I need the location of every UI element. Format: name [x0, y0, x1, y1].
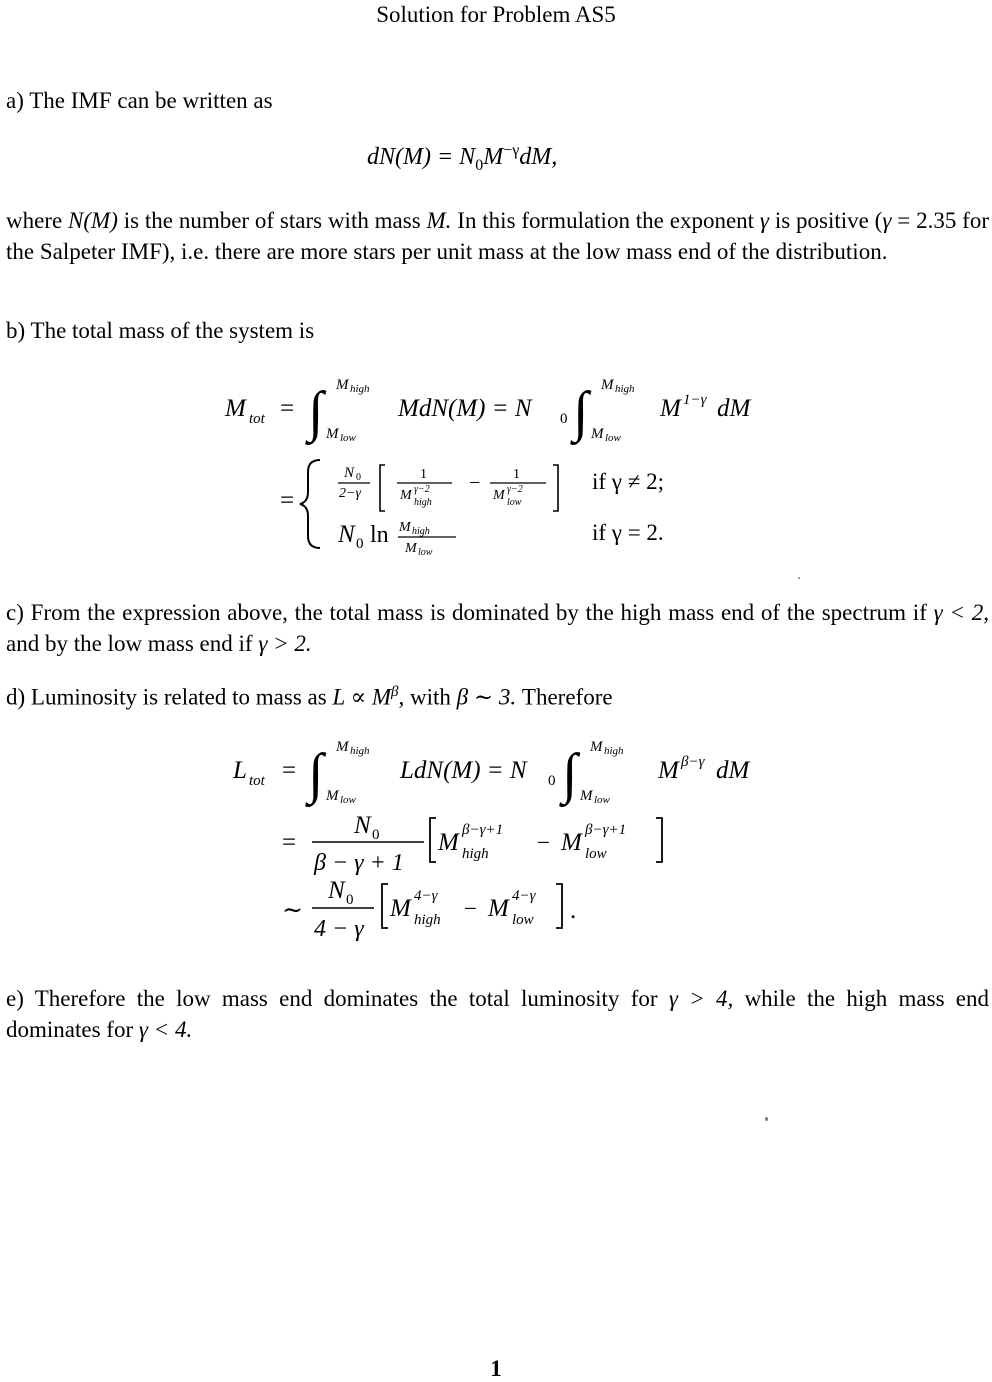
- lower-limit-3: M: [326, 788, 339, 804]
- upper-limit-3: M: [336, 739, 349, 755]
- case1-left-bracket: [380, 465, 385, 511]
- part-e-cond-2: γ < 4.: [138, 1016, 193, 1042]
- integrand-4-exp: β−γ: [681, 754, 705, 770]
- part-a-gamma: γ: [759, 208, 769, 233]
- lower-limit-3-sub: low: [340, 794, 356, 806]
- part-d-relation-exp: β: [391, 684, 399, 700]
- case2-num-sub: high: [412, 526, 430, 537]
- part-e-text-2: while the high mass end dominates for: [6, 986, 990, 1042]
- case1-frac2-exp: γ−2: [507, 484, 523, 495]
- part-a-intro-text: The IMF can be written as: [29, 88, 273, 113]
- case1-num-sub: 0: [356, 472, 361, 483]
- line2-m-high-exp: β−γ+1: [462, 822, 504, 838]
- part-d-intro: [6, 677, 989, 713]
- ltot-sub: tot: [249, 773, 265, 789]
- part-c-text-2: and by the low mass end if: [6, 630, 253, 656]
- lower-limit-4: M: [580, 788, 593, 804]
- case2-den-sub: low: [418, 547, 433, 558]
- mtot-equals: =: [280, 395, 295, 422]
- part-a-text-2: is the number of stars with mass: [123, 208, 421, 233]
- part-d-relation: L ∝ M: [332, 684, 392, 710]
- part-a-text-4: is positive (: [774, 208, 883, 233]
- upper-limit-4: M: [590, 739, 603, 755]
- part-a-explanation: [6, 206, 989, 267]
- part-b-intro: [6, 316, 989, 347]
- part-a-text-5: = 2.35 for the Salpeter IMF), i.e. there are more stars per unit mass at the low mass end of the distribution.: [6, 208, 989, 264]
- upper-limit-1-sub: high: [350, 383, 370, 395]
- line3-period: .: [570, 897, 577, 924]
- line3-frac-den: 4 − γ: [314, 916, 364, 942]
- upper-limit-1: M: [336, 377, 349, 393]
- cases-brace: [300, 460, 320, 548]
- line2-left-bracket: [430, 818, 436, 862]
- part-a-m: M.: [426, 208, 452, 233]
- lower-limit-2: M: [591, 426, 604, 442]
- equation-total-luminosity: [228, 728, 788, 948]
- line3-m-low-exp: 4−γ: [512, 888, 536, 904]
- line3-m-low: M: [488, 895, 509, 922]
- line2-frac-num: N: [354, 812, 371, 839]
- case2-n-sub: 0: [356, 536, 364, 552]
- part-c-cond-1: γ < 2,: [933, 600, 989, 625]
- line2-frac-num-sub: 0: [372, 827, 380, 843]
- part-d-text-2: , with: [398, 684, 451, 710]
- line2-m-low-sub: low: [585, 846, 607, 862]
- line3-minus: −: [464, 896, 477, 921]
- part-e: [6, 984, 989, 1045]
- page-title: Solution for Problem AS5: [376, 2, 616, 27]
- part-c-text-1: From the expression above, the total mass is dominated by the high mass end of the spectrum if: [30, 600, 927, 625]
- part-d-text-1: Luminosity is related to mass as: [30, 684, 327, 710]
- case2-num-m: M: [399, 520, 411, 535]
- part-a-intro: [6, 86, 989, 117]
- part-e-label: e): [6, 986, 24, 1011]
- part-a-text-1: where: [6, 208, 63, 233]
- case2-condition: if γ = 2.: [592, 520, 664, 545]
- integral-sign-4: ∫: [562, 743, 578, 805]
- line3-m-high-exp: 4−γ: [414, 888, 438, 904]
- imf-m: M: [483, 144, 504, 170]
- case2-n: N: [338, 521, 355, 548]
- upper-limit-2: M: [601, 377, 614, 393]
- case1-frac1-m: M: [400, 488, 412, 503]
- integrand-2-exp: 1−γ: [683, 392, 707, 408]
- line2-m-low: M: [561, 829, 582, 856]
- case1-minus: −: [469, 472, 481, 494]
- equation-imf: [367, 142, 557, 175]
- case1-num: N: [344, 465, 355, 481]
- scan-speck: [765, 1117, 768, 1121]
- lower-limit-2-sub: low: [605, 432, 621, 444]
- line3-m-high-sub: high: [414, 912, 441, 928]
- n0-sub-1: 0: [560, 411, 568, 427]
- line2-m-low-exp: β−γ+1: [585, 822, 627, 838]
- case1-frac1-sub: high: [414, 497, 432, 508]
- line3-right-bracket: [556, 884, 562, 928]
- integral-sign-3: ∫: [308, 743, 324, 805]
- integral-sign-1: ∫: [308, 381, 324, 443]
- line3-approx: ∼: [282, 897, 303, 924]
- lower-limit-1-sub: low: [340, 432, 356, 444]
- equation-total-mass: [220, 368, 800, 568]
- imf-exponent: −γ: [503, 142, 520, 159]
- part-a-nm: N(M): [68, 208, 118, 233]
- part-c-label: c): [6, 600, 24, 625]
- integrand-2: M: [660, 395, 681, 422]
- part-c-cond-2: γ > 2.: [258, 630, 312, 656]
- case1-condition: if γ ≠ 2;: [592, 469, 664, 494]
- ltot-equals: =: [282, 757, 297, 784]
- line2-minus: −: [537, 830, 550, 855]
- ltot-symbol: L: [233, 757, 247, 784]
- integrand-4-tail: dM: [716, 757, 750, 784]
- part-e-text-1: Therefore the low mass end dominates the total luminosity for: [34, 986, 658, 1011]
- mtot-symbol: M: [225, 395, 246, 422]
- line2-m-high-sub: high: [462, 846, 489, 862]
- scan-speck: [798, 577, 800, 579]
- line2-m-high: M: [438, 829, 459, 856]
- part-b-intro-text: The total mass of the system is: [30, 318, 315, 343]
- line3-frac-num-sub: 0: [346, 892, 354, 908]
- part-d-text-3: Therefore: [521, 684, 613, 710]
- part-c: [6, 598, 989, 659]
- mtot-sub: tot: [249, 411, 265, 427]
- part-a-label: a): [6, 88, 24, 113]
- integrand-3: LdN(M) = N: [400, 757, 527, 784]
- line3-frac-num: N: [328, 877, 345, 904]
- line2-frac-den: β − γ + 1: [314, 850, 404, 876]
- upper-limit-4-sub: high: [604, 745, 624, 757]
- lower-limit-1: M: [326, 426, 339, 442]
- part-b-label: b): [6, 318, 26, 343]
- imf-tail: dM,: [519, 144, 558, 170]
- case1-frac2-num: 1: [513, 467, 520, 482]
- n0-sub-2: 0: [548, 773, 556, 789]
- case1-frac2-m: M: [493, 488, 505, 503]
- case2-ln: ln: [370, 522, 389, 548]
- cases-equals: =: [280, 487, 295, 514]
- line2-right-bracket: [656, 818, 662, 862]
- case1-frac1-num: 1: [420, 467, 427, 482]
- case1-frac1-exp: γ−2: [414, 484, 430, 495]
- case2-den-m: M: [405, 541, 417, 556]
- case1-frac2-sub: low: [507, 497, 522, 508]
- page-number: 1: [490, 1356, 502, 1381]
- upper-limit-2-sub: high: [615, 383, 635, 395]
- part-e-cond-1: γ > 4,: [668, 986, 734, 1011]
- case1-right-bracket: [553, 465, 558, 511]
- imf-n0-sub: 0: [475, 156, 484, 174]
- line3-m-high: M: [390, 895, 411, 922]
- part-a-gamma-eq: γ: [882, 208, 892, 233]
- part-d-label: d): [6, 684, 26, 710]
- integrand-2-tail: dM: [717, 395, 751, 422]
- part-d-beta: β ∼ 3.: [456, 684, 517, 710]
- line3-left-bracket: [382, 884, 388, 928]
- line2-equals: =: [282, 829, 297, 856]
- part-a-text-3: In this formulation the exponent: [457, 208, 755, 233]
- upper-limit-3-sub: high: [350, 745, 370, 757]
- lower-limit-4-sub: low: [594, 794, 610, 806]
- integrand-4: M: [658, 757, 679, 784]
- case1-den: 2−γ: [339, 486, 361, 501]
- imf-lhs: dN(M) = N: [367, 144, 476, 170]
- line3-m-low-sub: low: [512, 912, 534, 928]
- integral-sign-2: ∫: [573, 381, 589, 443]
- integrand-1: MdN(M) = N: [398, 395, 532, 422]
